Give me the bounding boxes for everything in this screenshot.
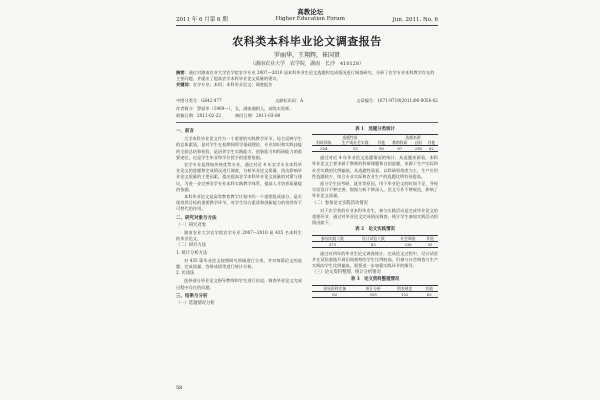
table3-cell: 355 (357, 291, 389, 297)
left-column (176, 126, 302, 308)
subsection-heading: 2. 访谈法 (176, 271, 195, 277)
table3-caption: 表 3 论文资料整理情况 (350, 277, 400, 283)
paragraph: 通过对四年的毕业生论文调查统计，完成论文过程中，设计试验并在试验基地开展田间观察的学生比例较高，但参与社会调查与生产实践的学生比例偏低，需要进一步加强实践环节的指导。 (312, 250, 438, 269)
table1-header: 其他 (375, 140, 388, 146)
table1-caption: 表 1 选题分类统计 (355, 127, 395, 132)
table1-cell: 87 (388, 146, 412, 152)
paragraph: 对于农学类的专业本科毕业生，参与实践活动是完成毕业论文的重要环节，通过对毕业论文完成情况调查，统计学生参加实践活动的情况如下。 (312, 207, 438, 226)
section-heading-methods: 二、研究对象与方法 (176, 215, 217, 221)
article-affiliation: （湖南农业大学 农学院，湖南 长沙 410128） (249, 61, 365, 67)
table1-cell: 238 (412, 146, 425, 152)
paragraph: 通过对近 4 年毕业论文选题情况的统计，从选题来源看，本科毕业论文主要来源于教师的科研课题和自拟选题，来源于生产实际和社会实践的比例偏低。从选题性质看，以科研训练类为主，生产应用性选题较少，结合专业实际和农业生产的选题比例有待提高。 (312, 155, 438, 179)
author-bio-row (176, 106, 438, 112)
section-heading-results: 三、结果与分析 (176, 293, 208, 299)
subsection-heading: （三）论文资料整理、统计分析情况 (312, 270, 381, 276)
journal-name-cn: 高教论坛 (297, 8, 324, 16)
abstract-divider (176, 122, 438, 123)
table2-cell: 55 (422, 241, 438, 247)
table3-cell: 132 (389, 291, 421, 297)
paragraph: 大学本科毕业论文作为一个重要的实践教学环节，综合反映学生的总体素质，是对学生在校期间所学基础理论、专业知识和实践技能的全面总结和检验，是培养学生实践能力、创新能力和科研能力的重要途径，也是学生毕业和学位授予的重要依据。 (176, 136, 302, 160)
right-column (312, 126, 438, 301)
issue-date-cn: 2011 年 6 月第 6 期 (176, 16, 228, 23)
subsection-heading: （一）选题情况分析 (176, 301, 215, 307)
subsection-heading: （二）研究方法 (176, 243, 207, 249)
table1-cell: 304 (312, 146, 336, 152)
table-row (312, 291, 438, 297)
table3 (312, 285, 438, 298)
table-row (312, 146, 438, 152)
clc-number: 中图分类号：G642.477 (176, 98, 222, 103)
table2 (312, 235, 438, 248)
subsection-heading: （二）参加论文实践活动情况 (312, 200, 368, 206)
classification-row (176, 98, 438, 104)
table2-cell: 82 (353, 241, 394, 247)
paragraph: 选择部分毕业论文指导教师和学生进行访谈，调查毕业论文完成过程中存在的问题。 (176, 278, 302, 290)
table1-header: 生产或社会实践 (336, 140, 375, 146)
subsection-heading: 1. 统计分析方法 (176, 250, 208, 256)
document-code: 文献标识码：A (274, 98, 304, 103)
dates-row (176, 113, 438, 119)
header-rule (176, 25, 438, 26)
author-bio: 作者简介：罗丽华（1969—），女，湖南湘阴人，高级实验师。 (176, 106, 294, 111)
table3-header: 其他 (420, 285, 438, 291)
table1-header: 自拟 (412, 140, 425, 146)
issue-date-en: Jun. 2011. No. 6 (392, 16, 438, 23)
article-title: 农科类本科毕业论文调查报告 (232, 35, 382, 48)
paragraph: 部分学生因考研、就业等原因，用于毕业论文的时间不足，导致实验设计不够完善，数据分析不够深入，论文写作不够规范，影响了毕业论文质量。 (312, 181, 438, 199)
table2-header: 设计试验人数 (353, 235, 394, 241)
table1-header: 其他 (425, 140, 438, 146)
page-number: 58 (176, 385, 183, 391)
table1-group-header: 选题来源 (388, 135, 438, 141)
article-authors: 罗丽华，王翔辉，崔国贤 (273, 52, 340, 59)
abstract (176, 70, 438, 88)
table1-cell: 98 (375, 146, 388, 152)
table2-header: 社会调查 (394, 235, 422, 241)
table3-cell: 82 (312, 291, 357, 297)
table2-header: 参加实践人数 (312, 235, 353, 241)
table-row (312, 241, 438, 247)
table2-header: 其他 (422, 235, 438, 241)
paragraph: 湖南农业大学农学院农学专业 2007—2010 届 435 名本科生的毕业论文。 (176, 230, 302, 242)
abstract-text: 通过对湖南农业大学农学院农学专业 2007—2010 届本科毕业生论文选题和完成情况进行调查研究，分析了农学专业本科教学存在的主要问题，并提出了提高农学本科毕业论文质量的建议。 (176, 70, 435, 81)
article-number: 文章编号：1671-9719(2011)06-0058-02 (356, 98, 438, 103)
received-date: 收稿日期：2011-02-22 (176, 113, 222, 118)
subsection-heading: （一）研究对象 (176, 222, 207, 228)
paragraph: 农学专业是我校传统优势专业，通过对近 4 年农学专业本科毕业论文的选题和完成情况进行调查，分析毕业论文质量，找出影响毕业论文质量的主要因素，提出提高农学本科毕业论文质量的对策与建议，为进一步完善农学专业本科实践教学体系，提高人才培养质量提供依据。 (176, 162, 302, 192)
table1-group-header: 选题性质 (312, 135, 388, 141)
table1-cell: 82 (425, 146, 438, 152)
table3-cell: 65 (420, 291, 438, 297)
table1-header: 科研训练 (312, 140, 336, 146)
paragraph: 本科毕业论文是高等教育教学计划中的一个重要组成部分，是实现培养目标的重要教学环节，对学生综合素质和创新能力的培养有不可替代的作用。 (176, 194, 302, 212)
journal-name-en: Higher Education Forum (275, 16, 345, 23)
running-header (176, 8, 438, 23)
table1-cell: 33 (336, 146, 375, 152)
abstract-label: 摘要： (176, 70, 189, 75)
table2-cell: 236 (394, 241, 422, 247)
table2-caption: 表 2 论文实践情况 (355, 227, 395, 233)
paragraph: 对 435 篇毕业论文按照研究领域进行分类，并对每篇论文的选题、完成质量、答辩成绩等进行统计分析。 (176, 257, 302, 270)
revised-date: 修回日期：2011-03-08 (235, 113, 281, 118)
keywords-label: 关键词： (176, 82, 193, 87)
journal-name (275, 8, 344, 23)
table3-header: 原始资料完备 (312, 285, 357, 291)
table1-header: 教师科研 (388, 140, 412, 146)
keywords-text: 农学专业；本科；本科毕业论文；调查报告 (192, 82, 273, 87)
table3-header: 图表规范 (389, 285, 421, 291)
table1 (312, 134, 438, 152)
section-heading-intro: 一、前言 (176, 129, 194, 134)
table3-header: 统计分析 (357, 285, 389, 291)
table2-cell: 373 (312, 241, 353, 247)
